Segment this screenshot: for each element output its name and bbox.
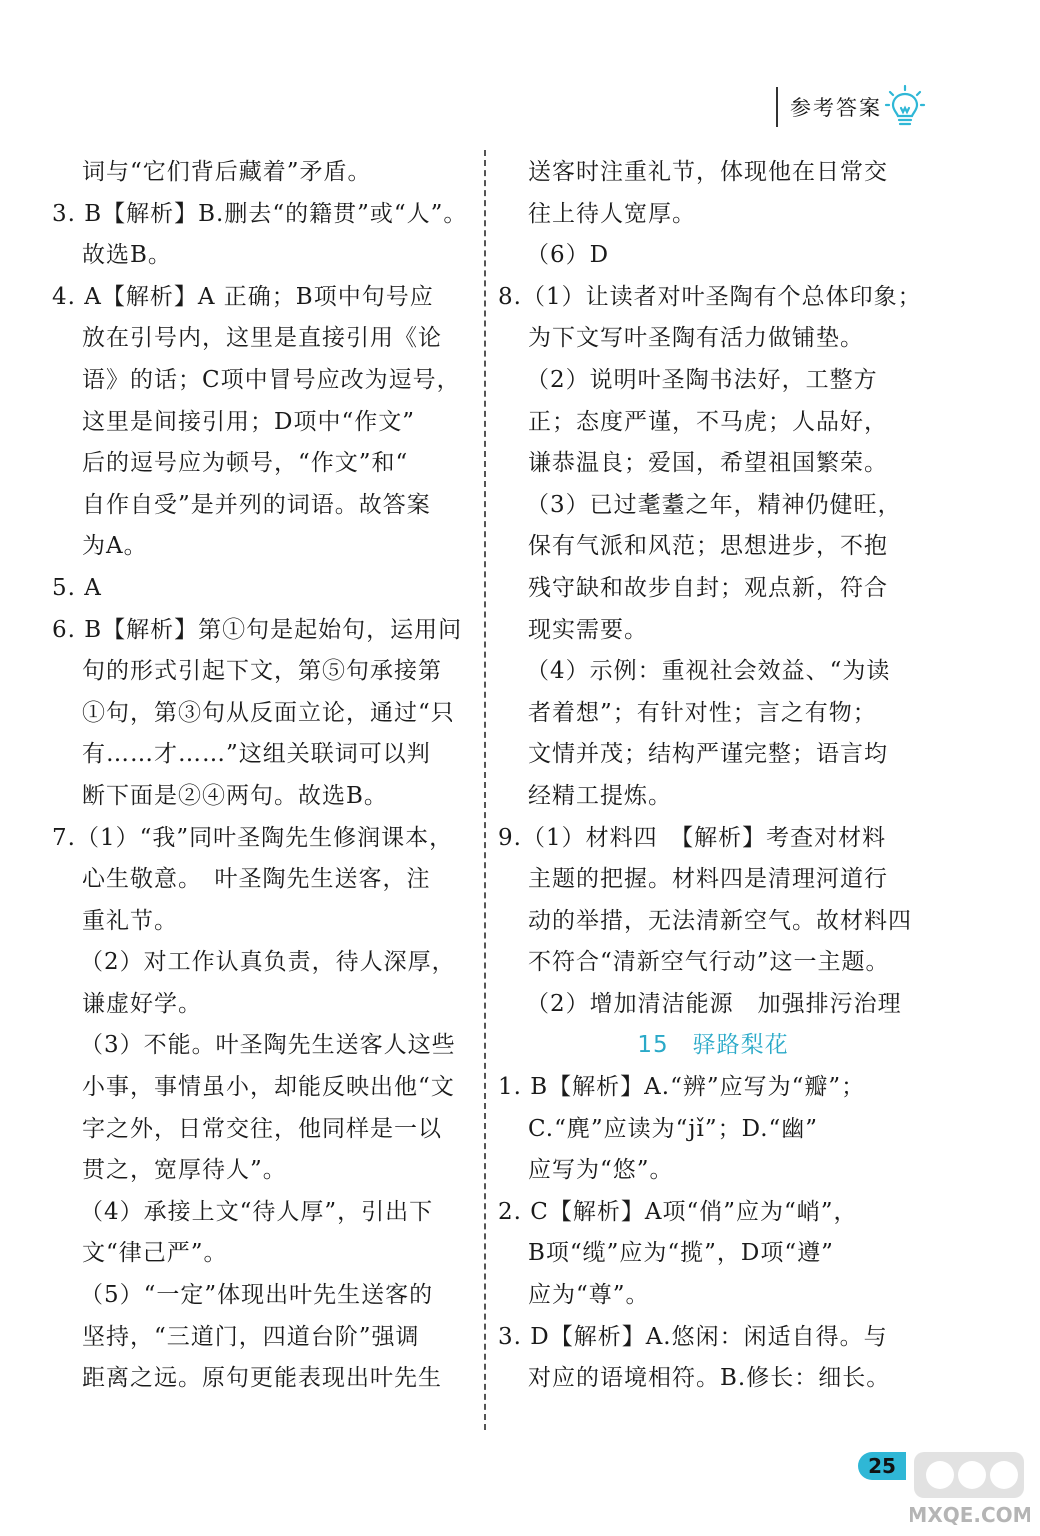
section-title: 15 驿路梨花 [637, 1032, 789, 1059]
answer-line: （2）说明叶圣陶书法好，工整方 [526, 366, 878, 393]
answer-line: 为A。 [82, 533, 148, 560]
answer-line: 主题的把握。材料四是清理河道行 [528, 866, 888, 893]
answer-line: 应为“尊”。 [528, 1282, 650, 1309]
answer-line: 重礼节。 [82, 907, 178, 934]
answer-line: 词与“它们背后藏着”矛盾。 [82, 159, 372, 185]
answer-line: （3）已过耄耋之年，精神仍健旺， [526, 491, 902, 518]
answer-line: 残守缺和故步自封；观点新，符合 [528, 574, 888, 601]
answer-line: 者着想”；有针对性；言之有物； [528, 699, 877, 726]
answer-line: 放在引号内，这里是直接引用《论 [82, 325, 442, 352]
answer-line: 不符合“清新空气行动”这一主题。 [528, 949, 890, 976]
answer-line: 句的形式引起下文，第⑤句承接第 [82, 658, 442, 685]
answer-line: C.“麂”应读为“jǐ”；D.“幽” [528, 1115, 819, 1142]
answer-line: 自作自受”是并列的词语。故答案 [82, 491, 431, 518]
answer-line: 故选B。 [82, 242, 172, 269]
answer-line: 6. B【解析】第①句是起始句，运用问 [52, 616, 463, 643]
answer-line: 语》的话；C项中冒号应改为逗号， [82, 366, 461, 393]
right-column [498, 152, 928, 1400]
header-divider [776, 87, 778, 127]
answer-line: 动的举措，无法清新空气。故材料四 [528, 907, 912, 934]
answer-line: 坚持，“三道门，四道台阶”强调 [82, 1323, 420, 1350]
answer-line: 心生敬意。 叶圣陶先生送客，注 [82, 866, 431, 893]
page-number: 25 [858, 1452, 906, 1480]
left-column [52, 152, 472, 1400]
answer-line: （2）对工作认真负责，待人深厚， [80, 949, 456, 976]
answer-line: （2）增加清洁能源 加强排污治理 [526, 990, 902, 1017]
answer-line: 应写为“悠”。 [528, 1157, 674, 1184]
answer-line: 文“律己严”。 [82, 1240, 228, 1267]
answer-line: （3）不能。叶圣陶先生送客人这些 [80, 1032, 456, 1059]
svg-text:MXQE.COM: MXQE.COM [910, 1503, 1030, 1527]
answer-line: （4）示例：重视社会效益、“为读 [526, 658, 891, 685]
answer-line: 为下文写叶圣陶有活力做铺垫。 [528, 325, 864, 352]
answer-line: 断下面是②④两句。故选B。 [82, 782, 388, 809]
answer-line: 谦虚好学。 [82, 990, 202, 1017]
answer-line: 这里是间接引用；D项中“作文” [82, 408, 415, 435]
answer-line: （5）“一定”体现出叶先生送客的 [80, 1282, 434, 1309]
answer-line: 有……才……”这组关联词可以判 [82, 741, 431, 768]
answer-line: ①句，第③句从反面立论，通过“只 [82, 699, 455, 726]
answer-line: 3. B【解析】B.删去“的籍贯”或“人”。 [52, 200, 468, 227]
answer-line: 距离之远。原句更能表现出叶先生 [82, 1365, 442, 1392]
answer-line: 7.（1）“我”同叶圣陶先生修润课本， [52, 824, 454, 851]
answer-line: 谦恭温良；爱国，希望祖国繁荣。 [528, 450, 888, 477]
answer-line: 字之外，日常交往，他同样是一以 [82, 1115, 442, 1142]
answer-line: 文情并茂；结构严谨完整；语言均 [528, 741, 888, 768]
answer-line: 9.（1）材料四 【解析】考查对材料 [498, 824, 887, 851]
answer-line: （6）D [526, 242, 610, 269]
answer-line: 1. B【解析】A.“辨”应写为“瓣”； [498, 1074, 866, 1101]
answer-line: 保有气派和风范；思想进步，不抱 [528, 533, 888, 560]
answer-line: 现实需要。 [528, 616, 648, 643]
header-title: 参考答案 [790, 96, 882, 120]
answer-line: B项“缆”应为“揽”，D项“遵” [528, 1240, 834, 1267]
answer-line: 2. C【解析】A项“俏”应为“峭”， [498, 1198, 858, 1225]
answer-line: 贯之，宽厚待人”。 [82, 1157, 287, 1184]
answer-line: 对应的语境相符。B.修长：细长。 [528, 1365, 891, 1392]
answer-line: 8.（1）让读者对叶圣陶有个总体印象； [498, 283, 922, 310]
column-divider [484, 150, 486, 1430]
answer-line: 经精工提炼。 [528, 782, 672, 809]
answer-line: （4）承接上文“待人厚”，引出下 [80, 1198, 434, 1225]
answer-line: 3. D【解析】A.悠闲：闲适自得。与 [498, 1323, 888, 1350]
answer-line: 正；态度严谨，不马虎；人品好， [528, 408, 888, 435]
watermark-logo [910, 1446, 1030, 1532]
answer-line: 小事，事情虽小，却能反映出他“文 [82, 1074, 455, 1101]
answer-line: 往上待人宽厚。 [528, 200, 696, 227]
answer-line: 后的逗号应为顿号，“作文”和“ [82, 450, 409, 477]
answer-line: 5. A [52, 574, 102, 601]
answer-line: 4. A【解析】A 正确；B项中句号应 [52, 283, 434, 310]
lightbulb-icon [884, 84, 926, 130]
answer-line: 送客时注重礼节，体现他在日常交 [528, 159, 888, 185]
